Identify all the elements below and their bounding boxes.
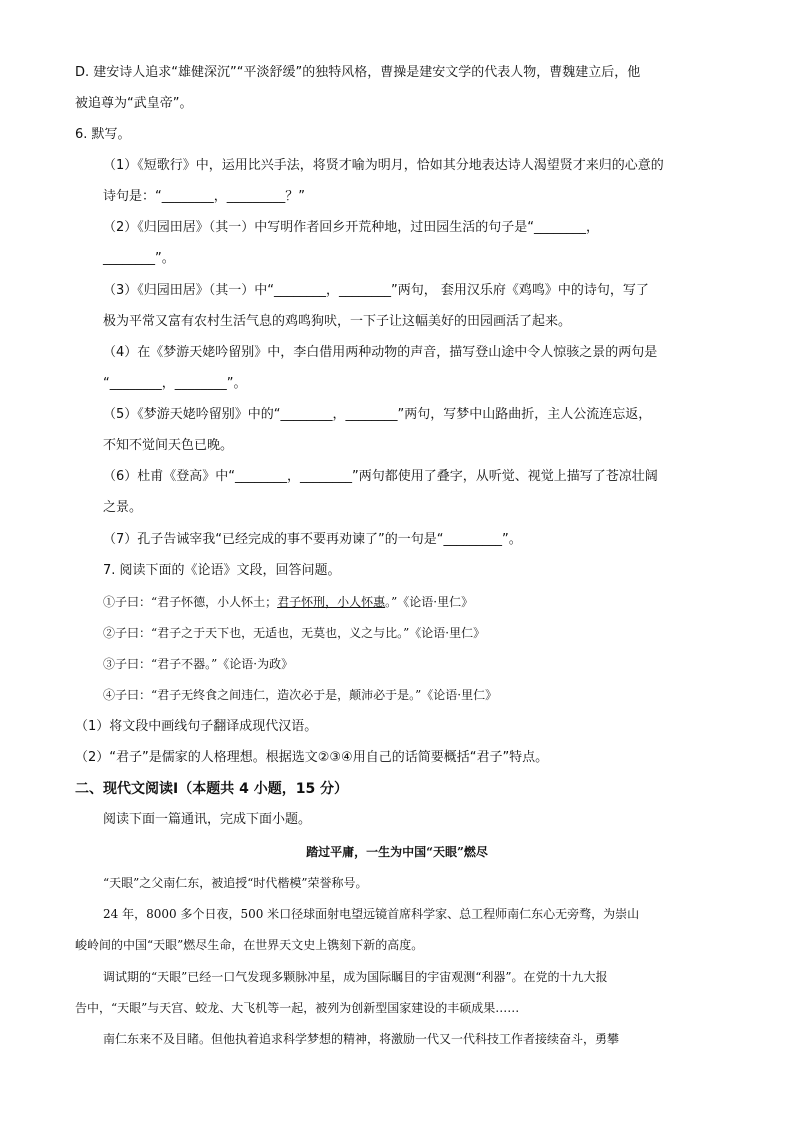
quote-1-source: 。”《论语·里仁》 bbox=[385, 595, 474, 609]
q6-item-3-line2: 极为平常又富有农村生活气息的鸡鸣狗吠，一下子让这幅美好的田园画活了起来。 bbox=[103, 314, 572, 329]
q6-item-2-line2: ________”。 bbox=[103, 251, 175, 266]
article-paragraph-3-line2: 告中，“天眼”与天宫、蛟龙、大飞机等一起，被列为创新型国家建设的丰硕成果…… bbox=[75, 1001, 520, 1015]
lunyu-quote-2: ②子曰：“君子之于天下也，无适也，无莫也，义之与比。”《论语·里仁》 bbox=[103, 626, 486, 640]
option-d-line1: D. 建安诗人追求“雄健深沉”“平淡舒缓”的独特风格，曹操是建安文学的代表人物，曹魏建立后，他 bbox=[75, 65, 641, 80]
q6-item-1-line1: （1）《短歌行》中，运用比兴手法，将贤才喻为明月，恰如其分地表达诗人渴望贤才来归的心意的 bbox=[103, 158, 664, 173]
article-paragraph-4-line1: 南仁东来不及目睹。但他执着追求科学梦想的精神，将激励一代又一代科技工作者接续奋斗，勇攀 bbox=[103, 1032, 620, 1046]
article-paragraph-2-line2: 峻岭间的中国“天眼”燃尽生命，在世界天文史上镌刻下新的高度。 bbox=[75, 938, 424, 952]
article-paragraph-2-line1: 24 年，8000 多个日夜，500 米口径球面射电望远镜首席科学家、总工程师南仁东心无旁骛，为崇山 bbox=[103, 907, 640, 921]
q6-item-5-line1: （5）《梦游天姥吟留别》中的“________，________”两句，写梦中山路曲折，主人公流连忘返， bbox=[103, 407, 652, 422]
q6-item-3-line1: （3）《归园田居》（其一）中“________，________”两句， 套用汉乐府《鸡鸣》中的诗句，写了 bbox=[103, 283, 649, 298]
lunyu-quote-3: ③子曰：“君子不器。”《论语·为政》 bbox=[103, 657, 294, 671]
q6-item-7-line1: （7）孔子告诫宰我“已经完成的事不要再劝谏了”的一句是“_________”。 bbox=[103, 532, 522, 547]
article-paragraph-1: “天眼”之父南仁东，被追授“时代楷模”荣誉称号。 bbox=[103, 876, 368, 890]
section-2-heading: 二、现代文阅读Ⅰ（本题共 4 小题，15 分） bbox=[75, 781, 349, 797]
question-7-heading: 7. 阅读下面的《论语》文段，回答问题。 bbox=[103, 563, 341, 578]
question-6-heading: 6. 默写。 bbox=[75, 127, 131, 142]
q7-sub-question-2: （2）“君子”是儒家的人格理想。根据选文②③④用自己的话简要概括“君子”特点。 bbox=[75, 750, 549, 765]
q7-sub-question-1: （1）将文段中画线句子翻译成现代汉语。 bbox=[75, 719, 318, 734]
article-title: 踏过平庸，一生为中国“天眼”燃尽 bbox=[306, 845, 488, 859]
option-d-line2: 被追尊为“武皇帝”。 bbox=[75, 96, 193, 111]
q6-item-6-line1: （6）杜甫《登高》中“________，________”两句都使用了叠字，从听觉、视觉上描写了苍凉壮阔 bbox=[103, 469, 658, 484]
q6-item-2-line1: （2）《归园田居》（其一）中写明作者回乡开荒种地，过田园生活的句子是“________， bbox=[103, 220, 600, 235]
lunyu-quote-1 bbox=[103, 593, 473, 611]
quote-1-text: ①子曰：“君子怀德，小人怀土； bbox=[103, 595, 278, 609]
lunyu-quote-4: ④子曰：“君子无终食之间违仁，造次必于是，颠沛必于是。”《论语·里仁》 bbox=[103, 688, 498, 702]
section-2-intro: 阅读下面一篇通讯，完成下面小题。 bbox=[103, 812, 312, 827]
quote-1-underlined-sentence: 君子怀刑，小人怀惠 bbox=[277, 595, 386, 609]
q6-item-4-line1: （4）在《梦游天姥吟留别》中，李白借用两种动物的声音，描写登山途中令人惊骇之景的两句是 bbox=[103, 345, 658, 360]
q6-item-4-line2: “________，________”。 bbox=[103, 376, 247, 391]
q6-item-5-line2: 不知不觉间天色已晚。 bbox=[103, 438, 234, 453]
q6-item-6-line2: 之景。 bbox=[103, 500, 143, 515]
article-paragraph-3-line1: 调试期的“天眼”已经一口气发现多颗脉冲星，成为国际瞩目的宇宙观测“利器”。在党的十九大报 bbox=[103, 970, 608, 984]
q6-item-1-line2: 诗句是：“________，_________？” bbox=[103, 189, 305, 204]
